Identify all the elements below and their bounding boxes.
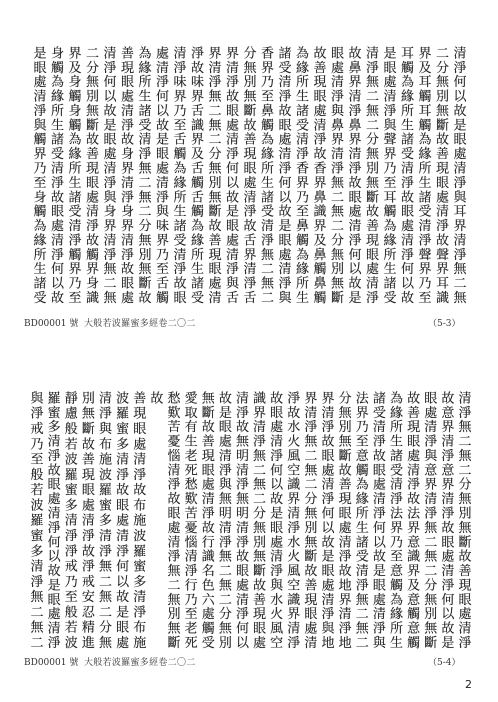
caption-lower bbox=[0, 656, 498, 670]
manuscript-column: 清淨故無明清淨無明清淨故眼處清淨何以 bbox=[232, 391, 248, 649]
manuscript-column: 法界乃至意觸為緣所生諸受清淨無二無二 bbox=[352, 391, 368, 649]
manuscript-column: 界清淨無二無二分無別無斷故善現眼處清 bbox=[301, 391, 317, 649]
manuscript-column: 清淨與布施波羅蜜多清淨無二無二分無 bbox=[95, 391, 111, 649]
manuscript-column: 靜慮般若波羅蜜多清淨淨戒乃至般若波 bbox=[61, 391, 77, 649]
manuscript-column: 故意界清淨意界清淨故眼處清淨何以故是 bbox=[438, 391, 454, 649]
manuscript-column: 為緣所生諸受清淨法界乃至意觸為緣所生 bbox=[387, 391, 403, 649]
manuscript-column: 清淨味界乃至舌觸為緣所生諸受清淨故眼 bbox=[170, 46, 186, 304]
manuscript-column: 波羅蜜多清淨故眼處清淨何以故是眼處 bbox=[113, 391, 129, 649]
manuscript-column: 諸受清淨故眼處清淨何以故是眼處清淨與 bbox=[275, 46, 291, 304]
manuscript-column: 別無斷故善現眼處清淨故淨戒安忍精進 bbox=[78, 391, 94, 649]
manuscript-column: 故善現眼處清淨故香界鼻識界及鼻觸鼻觸 bbox=[310, 46, 326, 304]
manuscript-column: 清淨無二無二分無別無斷故善現眼處清淨 bbox=[455, 391, 471, 649]
manuscript-column: 故 bbox=[147, 391, 163, 405]
manuscript-column: 界清淨無二無二分無別無斷故善現眼處清 bbox=[205, 46, 221, 304]
manuscript-column: 與淨戒乃至般若波羅蜜多清淨無二無二 bbox=[27, 391, 43, 649]
manuscript-column: 清淨何以故是眼處清淨與身界清淨無二無 bbox=[100, 46, 116, 304]
manuscript-column: 眼處清淨與鼻界清淨無二無二分無別無斷 bbox=[328, 46, 343, 304]
scroll-title: 大般若波羅蜜多經卷二〇二 bbox=[84, 658, 196, 668]
manuscript-column: 界清淨故眼處清淨何以故是眼處清淨與地 bbox=[318, 391, 334, 649]
manuscript-column: 界及耳觸耳觸為緣所生諸受清淨聲界乃至 bbox=[415, 46, 431, 304]
page-number: 2 bbox=[465, 678, 472, 691]
section-number: （5-3） bbox=[428, 319, 461, 329]
catalog-number: BD00001 號 bbox=[24, 319, 79, 329]
manuscript-panel-lower bbox=[0, 345, 498, 655]
manuscript-column: 界及身觸身觸為緣所生諸受清淨觸界乃至 bbox=[65, 46, 81, 304]
manuscript-column: 分無別無斷故善現眼處清淨故地界清淨地 bbox=[335, 391, 351, 649]
manuscript-column: 淨故味界舌識界及舌觸舌觸為緣所生諸受 bbox=[188, 46, 203, 304]
manuscript-column: 處清淨何以故是眼處清淨與味界乃至舌觸 bbox=[153, 46, 168, 304]
manuscript-column: 清淨無二無二分無別無斷故善現眼處清淨 bbox=[363, 46, 378, 304]
manuscript-column: 二分無別無斷故善現眼處清淨故觸界身識 bbox=[83, 46, 98, 304]
catalog-number: BD00001 號 bbox=[24, 658, 79, 668]
manuscript-column: 眼處清淨與意界清淨無二無二分無別無斷 bbox=[421, 391, 437, 649]
manuscript-column: 愛取有生老死愁歎苦憂惱清淨行乃至老死 bbox=[181, 391, 197, 649]
manuscript-column: 識界清淨無二無二分無別無斷故善現眼處 bbox=[250, 391, 266, 649]
caption-upper bbox=[0, 317, 498, 331]
section-number: （5-4） bbox=[428, 658, 461, 668]
manuscript-column: 故鼻界清淨鼻界清淨故眼處清淨何以故是 bbox=[345, 46, 361, 304]
manuscript-column: 故眼處清淨何以故是眼處清淨與水火風空 bbox=[267, 391, 283, 649]
manuscript-column: 界清淨故眼處清淨何以故是眼處清淨與舌 bbox=[223, 46, 238, 304]
manuscript-column: 二分無別無斷故善現眼處清淨故聲界耳識 bbox=[433, 46, 448, 304]
manuscript-column: 清淨何以故是眼處清淨與耳界清淨無二無 bbox=[450, 46, 466, 304]
manuscript-column: 羅蜜多清淨故眼處清淨何以故是眼處清淨 bbox=[44, 391, 60, 649]
manuscript-column: 善現眼處清淨故身界清淨身界清淨故眼處 bbox=[118, 46, 133, 304]
manuscript-column: 無斷故善現眼處清淨故行識名色六處觸受 bbox=[198, 391, 214, 649]
scroll-title: 大般若波羅蜜多經卷二〇二 bbox=[84, 319, 196, 329]
manuscript-column: 諸受清淨故眼處清淨何以故是眼處清淨與 bbox=[369, 391, 385, 649]
manuscript-panel-upper bbox=[0, 0, 498, 315]
manuscript-column: 是眼處清淨與觸界乃至身觸為緣所生諸受 bbox=[30, 46, 46, 304]
manuscript-column: 是眼處清淨與聲界乃至耳觸為緣所生諸受 bbox=[380, 46, 396, 304]
manuscript-column: 愁歎苦憂惱清淨故眼處清淨無二無別無斷 bbox=[164, 391, 180, 649]
manuscript-column: 為緣所生諸受清淨香界乃至鼻觸為緣所生 bbox=[293, 46, 308, 304]
manuscript-column: 分無別無斷故善現眼處清淨故舌界清淨舌 bbox=[240, 46, 256, 304]
manuscript-column: 耳觸為緣所生諸受清淨故眼處清淨何以故 bbox=[398, 46, 413, 304]
manuscript-column: 淨故水火風空識界清淨水火風空識界清淨 bbox=[284, 391, 300, 649]
manuscript-column: 故善現眼處清淨故法界意識界及意觸意觸 bbox=[404, 391, 420, 649]
manuscript-column: 善現眼處清淨故布施波羅蜜多清淨布施 bbox=[130, 391, 146, 649]
manuscript-column: 身觸為緣所生諸受清淨故眼處清淨何以故 bbox=[48, 46, 63, 304]
manuscript-column: 為緣所生諸受清淨無二無二分無別無斷故 bbox=[135, 46, 151, 304]
manuscript-column: 香界乃至鼻觸為緣所生諸受清淨無二無二 bbox=[258, 46, 273, 304]
manuscript-column: 故是眼處清淨與無明清淨無二無二分無別 bbox=[215, 391, 231, 649]
